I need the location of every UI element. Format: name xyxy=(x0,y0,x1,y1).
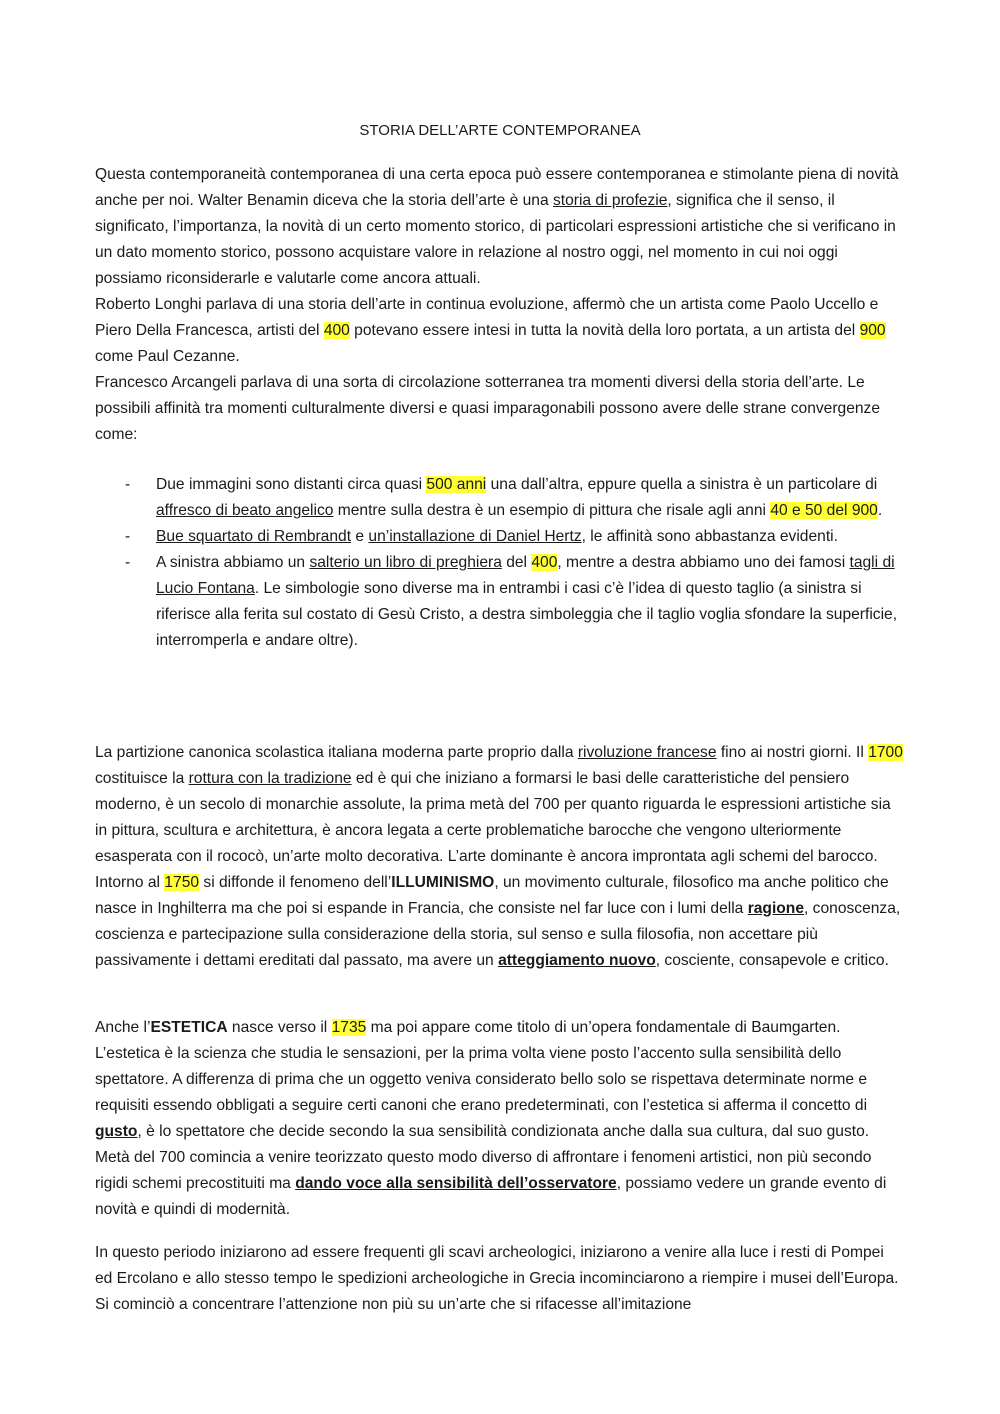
text-run: potevano essere intesi in tutta la novità della loro portata, a un artista del xyxy=(349,322,860,339)
text-run: ed è qui che iniziano a formarsi le basi delle caratteristiche del pensiero moderno, è un secolo di monarchie assolute, la prima metà del 700 per quanto riguarda le espressioni artistiche sia in pittura, scultura e architettura, è ancora legata a certe problematiche barocche che vengono ulteriormente esasperata con il rococò, un’arte molto decorativa. L’arte dominante è ancora improntata agli schemi del barocco. Intorno al xyxy=(95,770,891,891)
text-run: una dall’altra, eppure quella a sinistra è un particolare di xyxy=(486,476,878,493)
text-run: e xyxy=(351,528,369,545)
comparison-list xyxy=(95,472,905,654)
highlighted-date: 400 xyxy=(323,322,350,339)
text-run: si diffonde il fenomeno dell’ xyxy=(199,874,392,891)
bold-term: ILLUMINISMO xyxy=(391,874,495,891)
list-item xyxy=(95,524,905,550)
text-run: , è lo spettatore che decide secondo la sua sensibilità condizionata anche dalla sua cultura, dal suo gusto. Metà del 700 comincia a venire teorizzato questo modo diverso di affrontare i fenomeni artistici, non più secondo rigidi schemi precostituiti ma xyxy=(95,1123,872,1192)
text-run: Roberto Longhi parlava di una storia dell’arte in continua evoluzione, affermò che un artista come Paolo Uccello e Piero Della Francesca, artisti del xyxy=(95,296,879,339)
partizione-paragraph-block xyxy=(95,740,905,974)
bold-term: ESTETICA xyxy=(150,1019,228,1036)
underlined-term: affresco di beato angelico xyxy=(156,502,334,519)
text-run: , mentre a destra abbiamo uno dei famosi xyxy=(557,554,850,571)
bold-underlined-term: ragione xyxy=(747,900,805,917)
text-run: costituisce la xyxy=(95,770,189,787)
paragraph-estetica xyxy=(95,1015,905,1223)
highlighted-date: 400 xyxy=(531,554,558,571)
text-run: del xyxy=(501,554,532,571)
comparison-list-section xyxy=(95,472,905,654)
text-run: fino ai nostri giorni. Il xyxy=(716,744,869,761)
list-item xyxy=(95,550,905,654)
bold-underlined-term: dando voce alla sensibilità dell’osservatore xyxy=(295,1175,617,1192)
text-run: , cosciente, consapevole e critico. xyxy=(655,952,889,969)
highlighted-date: 1700 xyxy=(868,744,903,761)
underlined-term: rivoluzione francese xyxy=(577,744,717,761)
text-run: La partizione canonica scolastica italiana moderna parte proprio dalla xyxy=(95,744,578,761)
estetica-paragraph-block xyxy=(95,1015,905,1223)
paragraph-benjamin xyxy=(95,162,905,292)
text-run: , un movimento culturale, filosofico ma anche politico che nasce in Inghilterra ma che poi si espande in Francia, che consiste nel far luce con i lumi della xyxy=(95,874,889,917)
text-run: Due immagini sono distanti circa quasi xyxy=(156,476,427,493)
text-run: Anche l’ xyxy=(95,1019,151,1036)
text-run: , le affinità sono abbastanza evidenti. xyxy=(581,528,838,545)
text-run: A sinistra abbiamo un xyxy=(156,554,310,571)
text-run: come Paul Cezanne. xyxy=(95,348,240,365)
text-run: nasce verso il xyxy=(227,1019,332,1036)
highlighted-date: 40 e 50 del 900 xyxy=(770,502,878,519)
list-item xyxy=(95,472,905,524)
underlined-term: Bue squartato di Rembrandt xyxy=(156,528,352,545)
highlighted-date: 1750 xyxy=(164,874,200,891)
intro-section xyxy=(95,162,905,448)
text-run: mentre sulla destra è un esempio di pittura che risale agli anni xyxy=(333,502,771,519)
paragraph-partizione xyxy=(95,740,905,974)
text-run: . xyxy=(877,502,883,519)
underlined-term: rottura con la tradizione xyxy=(188,770,352,787)
text-run: , significa che il senso, il significato, l’importanza, la novità di un certo momento storico, di particolari espressioni artistiche che si verificano in un dato momento storico, possono acquistare valore in relazione al nostro oggi, nel momento in cui noi oggi possiamo riconsiderarle e valutarle come ancora attuali. xyxy=(95,192,896,287)
document-title: STORIA DELL’ARTE CONTEMPORANEA xyxy=(359,122,641,139)
scavi-paragraph-block xyxy=(95,1240,905,1318)
text-run: . Le simbologie sono diverse ma in entrambi i casi c’è l’idea di questo taglio (a sinistra si riferisce alla ferita sul costato di Gesù Cristo, a destra simboleggia che il taglio voglia sfondare la superficie, interromperla e andare oltre). xyxy=(156,580,898,649)
underlined-term: storia di profezie xyxy=(552,192,668,209)
paragraph-scavi: In questo periodo iniziarono ad essere frequenti gli scavi archeologici, iniziarono a venire alla luce i resti di Pompei ed Ercolano e allo stesso tempo le spedizioni archeologiche in Grecia incominciarono a riempire i musei dell’Europa. Si cominciò a concentrare l’attenzione non più su un’arte che si rifacesse all’imitazione xyxy=(95,1244,899,1313)
paragraph-longhi xyxy=(95,292,905,370)
underlined-term: salterio un libro di preghiera xyxy=(309,554,502,571)
underlined-term: un’installazione di Daniel Hertz xyxy=(368,528,582,545)
highlighted-date: 900 xyxy=(859,322,886,339)
bold-underlined-term: gusto xyxy=(95,1123,138,1140)
paragraph-arcangeli: Francesco Arcangeli parlava di una sorta di circolazione sotterranea tra momenti diversi della storia dell’arte. Le possibili affinità tra momenti culturalmente diversi e quasi imparagonabili possono avere delle strane convergenze come: xyxy=(95,374,881,443)
text-run: Questa contemporaneità contemporanea di una certa epoca può essere contemporanea e stimolante piena di novità anche per noi. Walter Benamin diceva che la storia dell’arte è una xyxy=(95,166,899,209)
underlined-term: tagli di Lucio Fontana xyxy=(156,554,895,597)
highlighted-date: 500 anni xyxy=(426,476,487,493)
bold-underlined-term: atteggiamento nuovo xyxy=(498,952,656,969)
text-run: , conoscenza, coscienza e partecipazione sulla considerazione della storia, sul senso e sulla filosofia, non accettare più passivamente i dettami ereditati dal passato, ma avere un xyxy=(95,900,901,969)
text-run: ma poi appare come titolo di un’opera fondamentale di Baumgarten. L’estetica è la scienza che studia le sensazioni, per la prima volta viene posto l’accento sulla sensibilità dello spettatore. A differenza di prima che un oggetto veniva considerato bello solo se rispettava determinate norme e requisiti essendo obbligati a seguire certi canoni che erano predeterminati, con l’estetica si afferma il concetto di xyxy=(95,1019,868,1114)
highlighted-date: 1735 xyxy=(331,1019,367,1036)
text-run: , possiamo vedere un grande evento di novità e quindi di modernità. xyxy=(95,1175,887,1218)
